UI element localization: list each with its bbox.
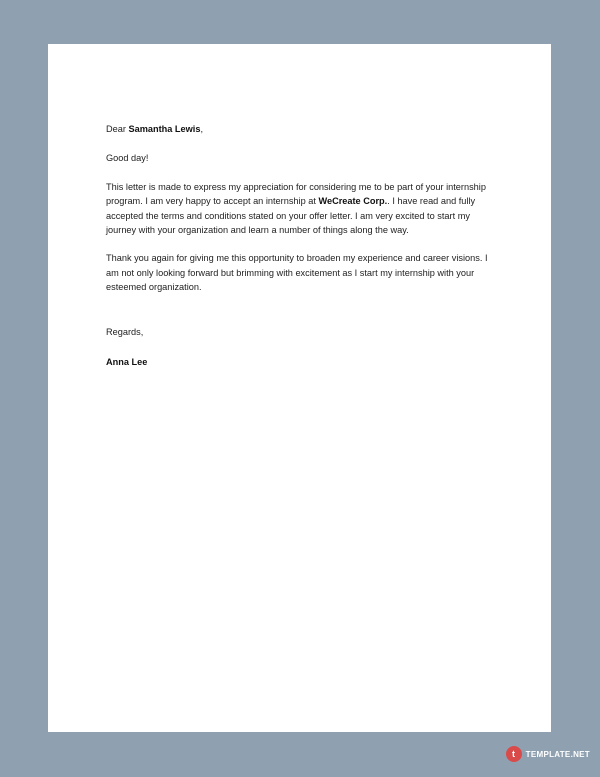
recipient-name: Samantha Lewis [128,124,201,134]
company-name: WeCreate Corp. [318,196,388,207]
letter-body [106,122,501,369]
closing: Regards, [106,326,144,337]
watermark [506,745,590,763]
salutation-suffix: , [200,124,204,134]
paragraph-1 [106,180,501,238]
salutation [106,122,501,136]
signature [106,355,501,369]
paragraph-2: Thank you again for giving me this opportunity to broaden my experience and career visions. I am not only looking forward but brimming with excitement as I start my internship with your esteemed organization. [106,253,488,293]
watermark-text: TEMPLATE.NET [525,749,590,759]
paragraph-1-part-1: This letter is made to express my appreciation for considering me to be part of your internship program. I am very happy to accept an internship at [106,181,486,207]
greeting: Good day! [106,153,149,164]
salutation-prefix: Dear [106,124,129,134]
template-logo-icon: t [506,746,522,762]
paragraph-1-part-2: . I have read and fully accepted the terms and conditions stated on your offer letter. I am very excited to start my journey with your organization and learn a number of things along the way. [106,196,476,236]
signature-name: Anna Lee [106,357,148,368]
letter-page [48,44,551,732]
